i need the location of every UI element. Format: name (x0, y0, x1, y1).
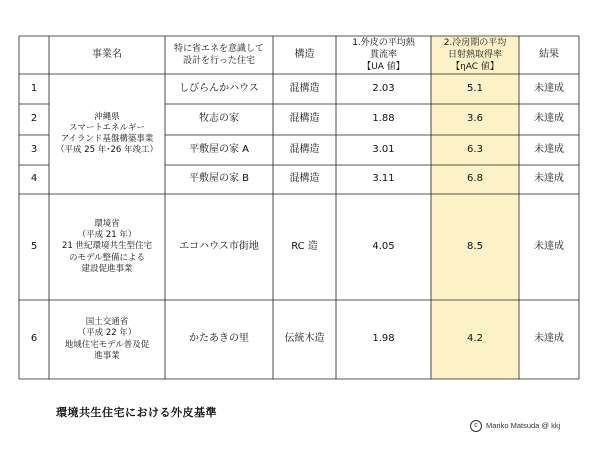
header-house: 特に省エネを意識して 設計を行った住宅 (173, 43, 264, 66)
result-value: 未達成 (534, 333, 564, 345)
structure-value: 混構造 (289, 82, 320, 94)
result-value: 未達成 (534, 113, 564, 125)
header-eta: 2.冷房期の平均 日射熱取得率 【ηAC 値】 (443, 37, 507, 73)
ua-value: 1.88 (372, 113, 395, 125)
ua-value: 1.98 (372, 333, 395, 345)
credit-text: Mariko Matsuda @ kkj (486, 420, 561, 430)
project-okinawa: 沖縄県 スマートエネルギー アイランド基盤構築事業 （平成 25 年･26 年竣工） (56, 111, 158, 156)
row-number: 2 (30, 113, 38, 125)
ua-value: 4.05 (372, 240, 395, 252)
result-value: 未達成 (534, 173, 564, 185)
structure-value: 混構造 (289, 143, 320, 155)
result-value: 未達成 (534, 82, 564, 94)
house-name: かたあきの里 (189, 333, 249, 345)
ua-value: 3.01 (372, 143, 395, 155)
ua-value: 3.11 (372, 173, 395, 185)
structure-value: RC 造 (291, 240, 318, 252)
header-structure: 構造 (294, 48, 315, 60)
row-number: 5 (30, 240, 38, 252)
row-number: 1 (30, 82, 38, 94)
result-value: 未達成 (534, 143, 564, 155)
structure-value: 混構造 (289, 173, 320, 185)
row-number: 4 (30, 173, 38, 185)
house-name: エコハウス市街地 (179, 240, 259, 252)
house-name: 平敷屋の家 A (188, 143, 250, 155)
eta-value: 3.6 (467, 113, 483, 125)
copyright-icon: c (470, 420, 482, 432)
header-ua: 1.外皮の平均熱 貫流率 【UA 値】 (352, 37, 415, 73)
ua-value: 2.03 (372, 82, 395, 94)
header-project: 事業名 (92, 48, 122, 60)
copyright-credit (470, 420, 560, 432)
result-value: 未達成 (534, 240, 564, 252)
house-name: 平敷屋の家 B (188, 173, 250, 185)
house-name: 牧志の家 (199, 113, 239, 125)
eta-value: 5.1 (467, 82, 483, 94)
house-name: しびらんかハウス (179, 82, 259, 94)
header-result: 結果 (539, 48, 559, 60)
eta-value: 8.5 (467, 240, 483, 252)
row-number: 3 (30, 143, 38, 155)
eta-value: 6.3 (467, 143, 483, 155)
row-number: 6 (30, 333, 38, 345)
eta-value: 6.8 (467, 173, 483, 185)
project-env: 環境省 （平成 21 年） 21 世紀環境共生型住宅 のモデル整備による 建設促進事業 (61, 219, 153, 274)
structure-value: 混構造 (289, 113, 320, 125)
structure-value: 伝統木造 (284, 333, 325, 345)
project-mlit: 国土交通省 （平成 22 年） 地域住宅モデル普及促 進事業 (64, 317, 150, 361)
table-caption: 環境共生住宅における外皮基準 (56, 406, 217, 419)
eta-value: 4.2 (467, 333, 483, 345)
